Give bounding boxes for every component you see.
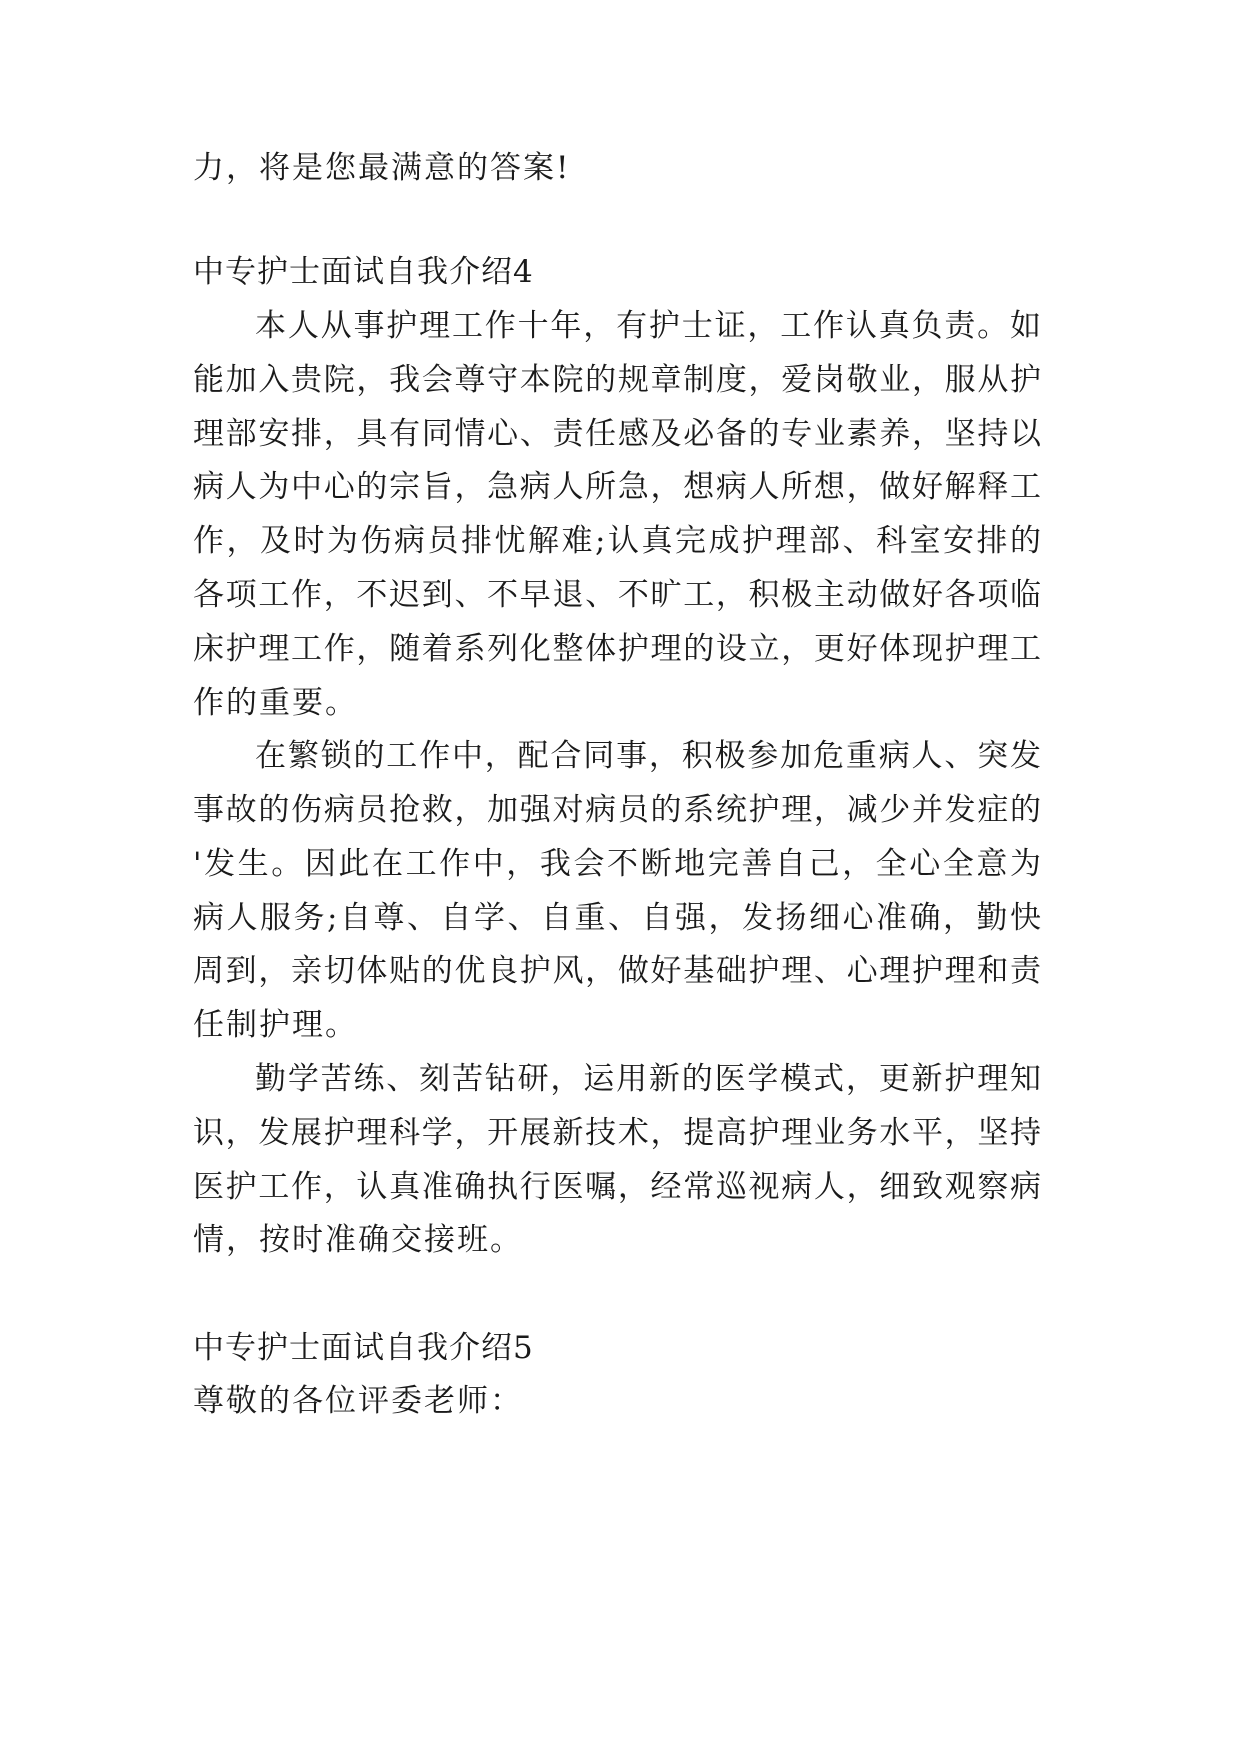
- salutation-line: 尊敬的各位评委老师：: [193, 1383, 523, 1419]
- paragraph-line: 理部安排，具有同情心、责任感及必备的专业素养，坚持以: [193, 416, 1041, 452]
- paragraph-line: 各项工作，不迟到、不早退、不旷工，积极主动做好各项临: [193, 577, 1041, 613]
- paragraph-line: 病人服务;自尊、自学、自重、自强，发扬细心准确，勤快: [193, 900, 1041, 936]
- text-line: 力，将是您最满意的答案!: [193, 150, 571, 186]
- paragraph-line: 勤学苦练、刻苦钻研，运用新的医学模式，更新护理知: [255, 1061, 1041, 1097]
- paragraph-line: 本人从事护理工作十年，有护士证，工作认真负责。如: [255, 308, 1041, 344]
- section-heading: 中专护士面试自我介绍5: [193, 1330, 534, 1366]
- paragraph-line: 在繁锁的工作中，配合同事，积极参加危重病人、突发: [255, 738, 1041, 774]
- paragraph-line: 医护工作，认真准确执行医嘱，经常巡视病人，细致观察病: [193, 1169, 1041, 1205]
- paragraph-line: 病人为中心的宗旨，急病人所急，想病人所想，做好解释工: [193, 469, 1041, 505]
- paragraph-line: 作，及时为伤病员排忧解难;认真完成护理部、科室安排的: [193, 523, 1041, 559]
- paragraph-line: '发生。因此在工作中，我会不断地完善自己，全心全意为: [193, 846, 1041, 882]
- paragraph-line: 作的重要。: [193, 685, 358, 721]
- section-heading: 中专护士面试自我介绍4: [193, 254, 534, 290]
- paragraph-line: 周到，亲切体贴的优良护风，做好基础护理、心理护理和责: [193, 953, 1041, 989]
- paragraph-line: 任制护理。: [193, 1007, 358, 1043]
- paragraph-line: 能加入贵院，我会尊守本院的规章制度，爱岗敬业，服从护: [193, 362, 1041, 398]
- paragraph-line: 床护理工作，随着系列化整体护理的设立，更好体现护理工: [193, 631, 1041, 667]
- paragraph-line: 情，按时准确交接班。: [193, 1222, 523, 1258]
- paragraph-line: 事故的伤病员抢救，加强对病员的系统护理，减少并发症的: [193, 792, 1041, 828]
- paragraph-line: 识，发展护理科学，开展新技术，提高护理业务水平，坚持: [193, 1115, 1041, 1151]
